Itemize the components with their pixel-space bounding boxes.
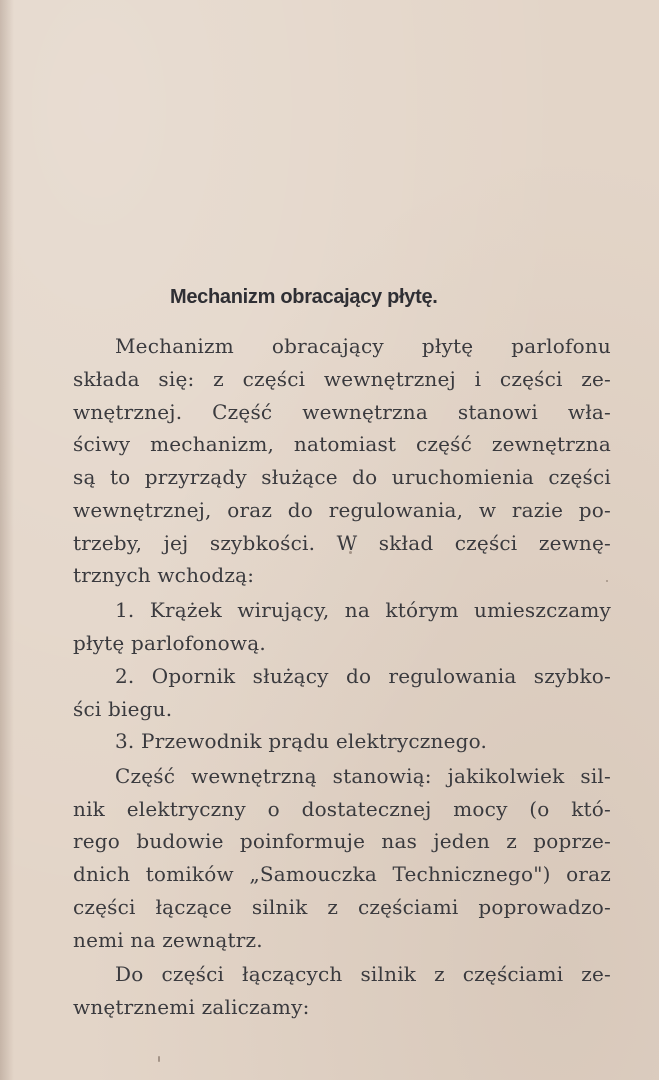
text-line: Do części łączących silnik z częściami ze-: [115, 962, 611, 986]
text-line: trzeby, jej szybkości. W skład części zewnę-: [73, 531, 611, 555]
text-line: dnich tomików „Samouczka Technicznego") oraz: [73, 862, 611, 886]
text-line: nik elektryczny o dostatecznej mocy (o któ-: [73, 797, 611, 821]
list-item-3: 3. Przewodnik prądu elektrycznego.: [115, 729, 488, 753]
text-line: rego budowie poinformuje nas jeden z poprze-: [73, 829, 611, 853]
list-item-2-cont: ści biegu.: [73, 697, 173, 721]
text-line: Część wewnętrzną stanowią: jakikolwiek sil-: [115, 764, 611, 788]
text-line: wewnętrznej, oraz do regulowania, w razie po-: [73, 498, 611, 522]
text-line: wnętrznej. Część wewnętrzna stanowi wła-: [73, 400, 611, 424]
text-line: ściwy mechanizm, natomiast część zewnętrzna: [73, 432, 611, 456]
text-line: Mechanizm obracający płytę parlofonu: [115, 334, 611, 358]
text-line: nemi na zewnątrz.: [73, 928, 263, 952]
list-item-1: 1. Krążek wirujący, na którym umieszczamy: [115, 598, 611, 622]
text-line: są to przyrządy służące do uruchomienia części: [73, 465, 611, 489]
text-line: składa się: z części wewnętrznej i części ze-: [73, 367, 611, 391]
paper-speck: [606, 580, 608, 582]
paper-speck: [349, 551, 352, 554]
page-edge-shadow: [0, 0, 14, 1080]
text-line: części łączące silnik z częściami poprowadzo-: [73, 895, 611, 919]
list-item-1-cont: płytę parlofonową.: [73, 631, 266, 655]
list-item-2: 2. Opornik służący do regulowania szybko-: [115, 664, 611, 688]
text-line: wnętrznemi zaliczamy:: [73, 995, 310, 1019]
section-heading: Mechanizm obracający płytę.: [170, 286, 438, 308]
paper-speck: [158, 1056, 160, 1062]
text-line: trznych wchodzą:: [73, 563, 255, 587]
